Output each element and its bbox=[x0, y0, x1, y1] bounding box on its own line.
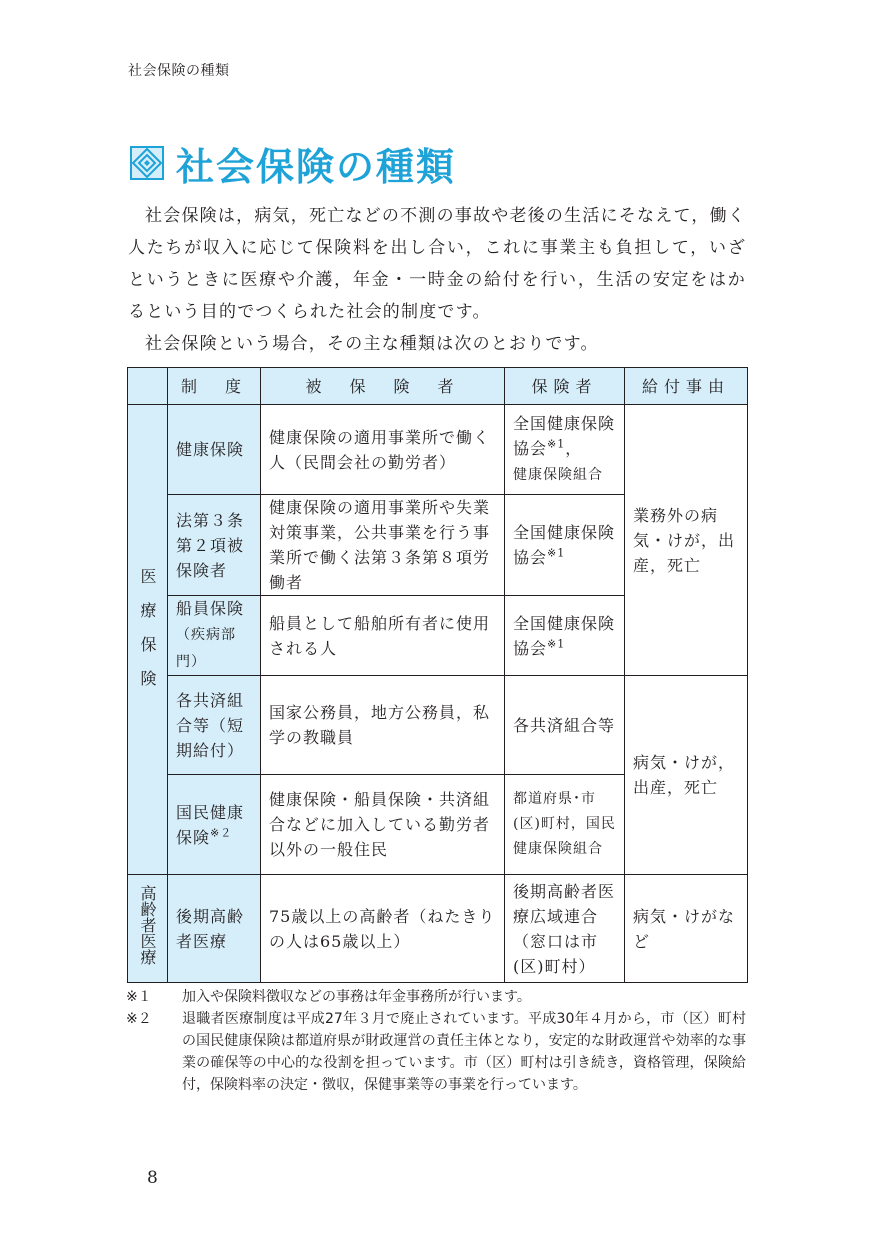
benefit-cell: 病気・けがなど bbox=[625, 875, 748, 983]
intro-text bbox=[128, 200, 746, 360]
system-cell: 各共済組合等（短期給付） bbox=[168, 676, 261, 775]
page-number: 8 bbox=[147, 1168, 158, 1188]
insurer-cell: 全国健康保険協会$^{※1}$， 健康保険組合 bbox=[505, 405, 625, 495]
system-cell: 健康保険 bbox=[168, 405, 261, 495]
benefit-cell: 病気・けが，出産，死亡 bbox=[625, 676, 748, 875]
insurer-cell: 後期高齢者医療広域連合（窓口は市(区)町村） bbox=[505, 875, 625, 983]
table-row bbox=[128, 405, 748, 495]
insured-cell: 船員として船舶所有者に使用される人 bbox=[261, 596, 505, 676]
footnote bbox=[126, 1008, 746, 1096]
insured-cell: 国家公務員，地方公務員，私学の教職員 bbox=[261, 676, 505, 775]
table-row bbox=[128, 676, 748, 775]
header-insured: 被 保 険 者 bbox=[261, 368, 505, 405]
category-elderly: 高齢者医療 bbox=[128, 875, 168, 983]
insurer-cell: 全国健康保険協会$^{※1}$ bbox=[505, 495, 625, 596]
header-category bbox=[128, 368, 168, 405]
table-row bbox=[128, 875, 748, 983]
header-benefits: 給付事由 bbox=[625, 368, 748, 405]
running-head: 社会保険の種類 bbox=[128, 63, 230, 79]
footnotes bbox=[126, 986, 746, 1096]
insured-cell: 健康保険の適用事業所や失業対策事業，公共事業を行う事業所で働く法第３条第８項労働者 bbox=[261, 495, 505, 596]
system-cell: 船員保険 （疾病部門） bbox=[168, 596, 261, 676]
insurer-cell: 全国健康保険協会$^{※1}$ bbox=[505, 596, 625, 676]
header-system: 制 度 bbox=[168, 368, 261, 405]
footnote-text: 退職者医療制度は平成27年３月で廃止されています。平成30年４月から，市（区）町村の国民健康保険は都道府県が財政運営の責任主体となり，安定的な財政運営や効率的な事業の確保等の中心的な役割を担っています。市（区）町村は引き続き，資格管理，保険給付，保険料率の決定・徴収，保健事業等の事業を行っています。 bbox=[182, 1011, 746, 1093]
page-title: 社会保険の種類 bbox=[176, 144, 457, 189]
footnote bbox=[126, 986, 746, 1008]
section-heading bbox=[130, 140, 457, 189]
footnote-mark: ※１ bbox=[126, 989, 152, 1005]
insurance-table bbox=[127, 367, 748, 983]
nested-diamond-icon bbox=[130, 146, 164, 180]
insurer-cell: 都道府県･市(区)町村，国民健康保険組合 bbox=[505, 775, 625, 875]
insured-cell: 75歳以上の高齢者（ねたきりの人は65歳以上） bbox=[261, 875, 505, 983]
system-cell: 国民健康保険$^{※2}$ bbox=[168, 775, 261, 875]
table-header-row bbox=[128, 368, 748, 405]
footnote-text: 加入や保険料徴収などの事務は年金事務所が行います。 bbox=[182, 989, 531, 1005]
intro-paragraph: 社会保険という場合，その主な種類は次のとおりです。 bbox=[145, 334, 599, 354]
insurer-cell: 各共済組合等 bbox=[505, 676, 625, 775]
insured-cell: 健康保険の適用事業所で働く人（民間会社の勤労者） bbox=[261, 405, 505, 495]
system-cell: 後期高齢者医療 bbox=[168, 875, 261, 983]
benefit-cell: 業務外の病気・けが，出産，死亡 bbox=[625, 405, 748, 676]
category-medical: 医療保険 bbox=[128, 405, 168, 875]
system-cell: 法第３条第２項被保険者 bbox=[168, 495, 261, 596]
footnote-mark: ※２ bbox=[126, 1011, 152, 1027]
header-insurer: 保険者 bbox=[505, 368, 625, 405]
intro-paragraph: 社会保険は，病気，死亡などの不測の事故や老後の生活にそなえて，働く人たちが収入に応じて保険料を出し合い，これに事業主も負担して，いざというときに医療や介護，年金・一時金の給付を行い，生活の安定をはかるという目的でつくられた社会的制度です。 bbox=[128, 206, 746, 322]
insured-cell: 健康保険・船員保険・共済組合などに加入している勤労者以外の一般住民 bbox=[261, 775, 505, 875]
